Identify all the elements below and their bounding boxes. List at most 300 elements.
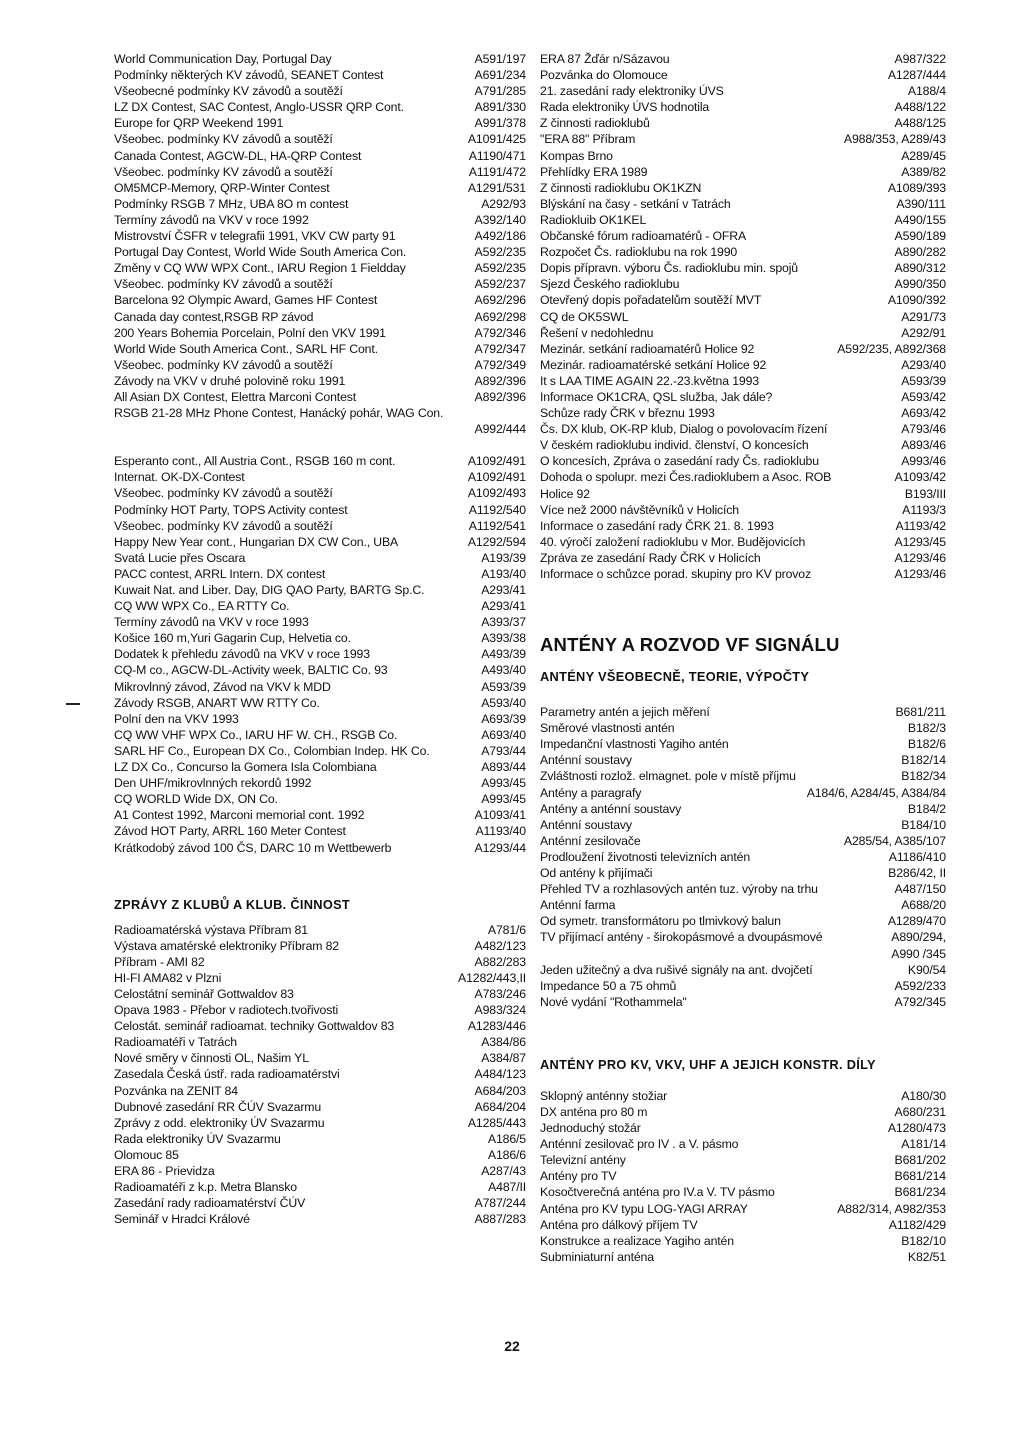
index-entry — [114, 1018, 526, 1034]
index-entry — [540, 1217, 946, 1233]
entry-reference: A492/186 — [474, 229, 526, 244]
entry-reference: A792/347 — [474, 341, 526, 356]
index-entry — [114, 598, 526, 614]
entry-reference: B182/6 — [907, 737, 946, 752]
index-entry — [540, 1233, 946, 1249]
page-number: 22 — [504, 1338, 520, 1354]
index-entry — [114, 453, 526, 469]
entry-reference: A1190/471 — [468, 148, 526, 163]
index-entry — [114, 518, 526, 534]
entry-title: Nové směry v činnosti OL, Našim YL — [114, 1051, 309, 1066]
index-entry — [540, 325, 946, 341]
entry-reference: A890/294, — [891, 930, 946, 945]
entry-title: Canada day contest,RSGB RP závod — [114, 309, 314, 324]
entry-title: Anténa pro dálkový příjem TV — [540, 1217, 698, 1232]
entry-reference: A1193/40 — [475, 824, 526, 839]
entry-reference: B286/42, II — [888, 866, 946, 881]
entry-reference: A692/296 — [474, 293, 526, 308]
entry-title: Anténa pro KV typu LOG-YAGI ARRAY — [540, 1201, 748, 1216]
entry-reference: B681/211 — [895, 705, 946, 720]
entry-reference: A487/150 — [894, 882, 946, 897]
entry-reference: A592/237 — [474, 277, 526, 292]
entry-reference: A593/40 — [481, 695, 526, 710]
entry-reference: A1293/46 — [894, 550, 946, 565]
entry-title: Celostát. seminář radioamat. techniky Gottwaldov 83 — [114, 1019, 395, 1034]
entry-reference: K82/51 — [907, 1249, 946, 1264]
entry-title: All Asian DX Contest, Elettra Marconi Contest — [114, 389, 357, 404]
entry-title: Mikrovlnný závod, Závod na VKV k MDD — [114, 679, 331, 694]
entry-reference: B681/202 — [894, 1153, 946, 1168]
entry-title: Barcelona 92 Olympic Award, Games HF Contest — [114, 293, 378, 308]
entry-title: Sklopný anténny stožiar — [540, 1088, 668, 1103]
entry-reference: A291/73 — [901, 309, 946, 324]
entry-reference: B182/3 — [907, 721, 946, 736]
index-entry — [540, 260, 946, 276]
entry-title: Všeobec. podmínky KV závodů a soutěží — [114, 132, 333, 147]
entry-reference: A1090/392 — [887, 293, 946, 308]
index-entry — [540, 115, 946, 131]
index-entry — [540, 1136, 946, 1152]
entry-title: Všeobec. podmínky KV závodů a soutěží — [114, 357, 333, 372]
entry-reference: A891/330 — [474, 100, 526, 115]
entry-title: Jednoduchý stožár — [540, 1121, 641, 1136]
entry-reference: A1191/472 — [468, 164, 526, 179]
entry-reference: A983/324 — [474, 1003, 526, 1018]
index-entry — [114, 727, 526, 743]
index-entry — [114, 148, 526, 164]
entry-reference: A487/II — [488, 1180, 526, 1195]
index-entry — [114, 115, 526, 131]
index-entry — [114, 67, 526, 83]
entry-reference: A490/155 — [894, 212, 946, 227]
entry-reference: A793/44 — [481, 743, 526, 758]
index-entry — [114, 954, 526, 970]
entry-reference: A488/122 — [894, 100, 946, 115]
antenna-theory-list — [540, 704, 946, 1010]
index-entry — [114, 180, 526, 196]
entry-title: Mistrovství ČSFR v telegrafii 1991, VKV CW party 91 — [114, 229, 396, 244]
entry-reference: A1091/425 — [467, 132, 526, 147]
entry-reference: B182/10 — [901, 1233, 946, 1248]
index-entry — [540, 389, 946, 405]
index-entry — [540, 276, 946, 292]
entry-title: Radiokluib OK1KEL — [540, 212, 647, 227]
entry-title: Krátkodobý závod 100 ČS, DARC 10 m Wettbewerb — [114, 840, 392, 855]
entry-title: Všeobecné podmínky KV závodů a soutěží — [114, 84, 343, 99]
index-entry — [540, 913, 946, 929]
entry-title: Den UHF/mikrovlnných rekordů 1992 — [114, 776, 312, 791]
entry-reference: B681/214 — [894, 1169, 946, 1184]
entry-reference: A1186/410 — [888, 849, 946, 864]
entry-title: Od antény k přijímači — [540, 866, 653, 881]
entry-reference: A1093/42 — [894, 470, 946, 485]
entry-title: Kompas Brno — [540, 148, 613, 163]
entry-reference: A389/82 — [901, 164, 946, 179]
index-entry — [540, 720, 946, 736]
index-entry — [540, 67, 946, 83]
index-entry — [540, 51, 946, 67]
index-entry — [114, 743, 526, 759]
index-entry — [540, 486, 946, 502]
index-entry — [114, 970, 526, 986]
entry-reference: A293/41 — [481, 583, 526, 597]
entry-reference: A1280/473 — [887, 1121, 946, 1136]
entry-reference: A590/189 — [894, 229, 946, 244]
entry-reference: A882/283 — [474, 954, 526, 969]
index-entry — [540, 1168, 946, 1184]
index-entry — [540, 421, 946, 437]
entry-title: V českém radioklubu individ. členství, O koncesích — [540, 438, 809, 453]
entry-reference: A1283/446 — [467, 1019, 526, 1034]
entry-reference: A181/14 — [901, 1137, 946, 1152]
entry-reference: A792/349 — [474, 357, 526, 372]
entry-reference: A990/350 — [894, 277, 946, 292]
entry-title: Dodatek k přehledu závodů na VKV v roce 1993 — [114, 647, 370, 662]
index-entry — [114, 502, 526, 518]
entry-reference: A890/282 — [894, 245, 946, 260]
entry-title: Anténní soustavy — [540, 753, 632, 768]
entry-title: Anténní farma — [540, 898, 616, 913]
entry-title: Informace o schůzce porad. skupiny pro KV provoz — [540, 567, 811, 581]
index-entry — [540, 1249, 946, 1265]
entry-title: Subminiaturní anténa — [540, 1249, 654, 1264]
entry-reference: A1193/42 — [895, 518, 946, 533]
entry-reference: A384/86 — [481, 1035, 526, 1050]
index-entry — [540, 405, 946, 421]
entry-title: Anténní soustavy — [540, 817, 632, 832]
entry-title: Otevřený dopis pořadatelům soutěží MVT — [540, 293, 762, 308]
index-entry — [114, 51, 526, 67]
entry-title: Konstrukce a realizace Yagiho antén — [540, 1233, 734, 1248]
entry-title: CQ WW VHF WPX Co., IARU HF W. CH., RSGB Co. — [114, 727, 398, 742]
entry-title: Olomouc 85 — [114, 1147, 179, 1162]
entry-reference: A593/39 — [481, 679, 526, 694]
entry-title: Kuwait Nat. and Liber. Day, DIG QAO Party, BARTG Sp.C. — [114, 583, 425, 597]
entry-reference: A887/283 — [474, 1212, 526, 1227]
entry-title: DX anténa pro 80 m — [540, 1104, 648, 1119]
entry-title: Podmínky HOT Party, TOPS Activity contest — [114, 502, 348, 517]
entry-reference: A287/43 — [481, 1164, 526, 1178]
index-entry — [114, 373, 526, 389]
entry-title: Impedance 50 a 75 ohmů — [540, 978, 677, 993]
entry-title: Občanské fórum radioamatérů - OFRA — [540, 229, 747, 244]
entry-title: LZ DX Contest, SAC Contest, Anglo-USSR QRP Cont. — [114, 100, 404, 115]
entry-title: 40. výročí založení radioklubu v Mor. Budějovicích — [540, 534, 806, 549]
index-entry — [540, 453, 946, 469]
entry-reference: A488/125 — [894, 116, 946, 131]
entry-reference: A688/20 — [901, 898, 946, 913]
entry-title: Polní den na VKV 1993 — [114, 711, 239, 726]
entry-reference: A293/41 — [481, 599, 526, 614]
index-entry — [114, 164, 526, 180]
entry-reference: A482/123 — [474, 938, 526, 953]
index-entry — [114, 775, 526, 791]
index-entry — [540, 164, 946, 180]
index-entry — [540, 196, 946, 212]
index-entry — [114, 1131, 526, 1147]
index-entry — [114, 196, 526, 212]
entry-title: Závody na VKV v druhé polovině roku 1991 — [114, 373, 346, 388]
section-heading-antenna-theory: ANTÉNY VŠEOBECNĚ, TEORIE, VÝPOČTY — [540, 669, 810, 685]
entry-reference: A493/39 — [481, 647, 526, 662]
index-entry — [114, 1002, 526, 1018]
entry-title: Seminář v Hradci Králové — [114, 1212, 250, 1227]
index-entry — [114, 1034, 526, 1050]
entry-reference: A692/298 — [474, 309, 526, 324]
entry-reference: A292/91 — [901, 325, 946, 340]
index-entry — [540, 1152, 946, 1168]
entry-title: Zvláštnosti rozlož. elmagnet. pole v místě příjmu — [540, 769, 796, 784]
entry-title: Mezinár. setkání radioamatérů Holice 92 — [540, 341, 755, 356]
left-column — [114, 51, 526, 1227]
index-entry — [114, 582, 526, 598]
entry-reference: A993/45 — [481, 792, 526, 807]
entry-reference: A988/353, A289/43 — [843, 132, 946, 147]
entry-reference: B182/14 — [901, 753, 946, 768]
entry-reference: A1292/594 — [467, 534, 526, 549]
index-entry — [114, 212, 526, 228]
entry-title: 200 Years Bohemia Porcelain, Polní den VKV 1991 — [114, 325, 386, 340]
entry-reference: A293/40 — [901, 357, 946, 372]
index-entry — [114, 1195, 526, 1211]
entry-reference: A684/204 — [474, 1099, 526, 1114]
entry-title: Opava 1983 - Přebor v radiotech.tvořivosti — [114, 1003, 339, 1018]
entry-title: Dopis přípravn. výboru Čs. radioklubu min. spojů — [540, 261, 798, 276]
index-entry — [114, 534, 526, 550]
index-entry — [540, 292, 946, 308]
entry-title: Antény a paragrafy — [540, 785, 642, 800]
entry-title: TV přijímací antény - širokopásmové a dvoupásmové — [540, 930, 823, 945]
entry-reference: A992/444 — [474, 422, 526, 437]
index-entry — [540, 897, 946, 913]
index-entry — [540, 357, 946, 373]
index-entry — [114, 566, 526, 582]
index-entry — [114, 325, 526, 341]
entry-title: It s LAA TIME AGAIN 22.-23.května 1993 — [540, 373, 759, 388]
index-entry — [114, 485, 526, 501]
index-entry — [540, 978, 946, 994]
entry-title: Schůze rady ČRK v březnu 1993 — [540, 406, 715, 421]
entry-reference: A392/140 — [474, 212, 526, 227]
entry-title: Televizní antény — [540, 1153, 626, 1168]
entry-title: Závod HOT Party, ARRL 160 Meter Contest — [114, 824, 346, 839]
index-entry — [540, 373, 946, 389]
index-entry — [114, 938, 526, 954]
club-news-list-continued — [540, 51, 946, 582]
entry-title: Blýskání na časy - setkání v Tatrách — [540, 196, 731, 211]
chapter-heading-antennas: ANTÉNY A ROZVOD VF SIGNÁLU — [540, 634, 840, 656]
index-entry — [540, 1201, 946, 1217]
entry-reference: A593/39 — [901, 373, 946, 388]
entry-title: ERA 86 - Prievidza — [114, 1164, 215, 1178]
section-heading-club-news: ZPRÁVY Z KLUBŮ A KLUB. ČINNOST — [114, 896, 351, 912]
entry-title: Dubnové zasedání RR ČÚV Svazarmu — [114, 1099, 322, 1114]
entry-reference: A384/87 — [481, 1051, 526, 1066]
entry-title: Z činnosti radioklubu OK1KZN — [540, 180, 702, 195]
entry-reference: B193/III — [904, 486, 946, 501]
entry-reference: A792/346 — [474, 325, 526, 340]
entry-title: Výstava amatérské elektroniky Příbram 82 — [114, 938, 339, 953]
index-entry — [114, 679, 526, 695]
index-entry — [114, 1163, 526, 1179]
index-entry — [540, 502, 946, 518]
index-entry — [540, 736, 946, 752]
entry-title: Informace o zasedání rady ČRK 21. 8. 1993 — [540, 518, 774, 533]
index-entry — [114, 1115, 526, 1131]
index-entry — [114, 807, 526, 823]
entry-reference: A693/40 — [481, 727, 526, 742]
entry-title: CQ WORLD Wide DX, ON Co. — [114, 792, 278, 807]
entry-reference: A393/38 — [481, 631, 526, 646]
entry-title: Pozvánka do Olomouce — [540, 68, 668, 83]
index-entry — [540, 994, 946, 1010]
entry-title: Řešení v nedohlednu — [540, 325, 654, 340]
index-entry — [540, 83, 946, 99]
entry-title: Radioamatéři v Tatrách — [114, 1035, 237, 1050]
entry-title: Všeobec. podmínky KV závodů a soutěží — [114, 164, 333, 179]
entry-reference: A892/396 — [474, 389, 526, 404]
contest-list-part-1 — [114, 51, 526, 437]
entry-title: Rozpočet Čs. radioklubu na rok 1990 — [540, 245, 738, 260]
entry-reference: A1089/393 — [887, 180, 946, 195]
index-entry — [114, 260, 526, 276]
index-entry — [540, 849, 946, 865]
index-entry — [540, 801, 946, 817]
entry-reference: A781/6 — [487, 922, 526, 937]
entry-reference: B184/10 — [901, 817, 946, 832]
entry-reference: A1092/491 — [467, 470, 526, 485]
index-entry — [114, 469, 526, 485]
entry-title: Radioamatérská výstava Příbram 81 — [114, 922, 308, 937]
index-entry — [114, 840, 526, 856]
entry-title: Všeobec. podmínky KV závodů a soutěží — [114, 486, 333, 501]
entry-title: Esperanto cont., All Austria Cont., RSGB 160 m cont. — [114, 454, 396, 469]
index-entry — [114, 662, 526, 678]
entry-title: Závody RSGB, ANART WW RTTY Co. — [114, 695, 320, 710]
entry-title: Portugal Day Contest, World Wide South America Con. — [114, 245, 407, 260]
entry-reference: A693/42 — [901, 406, 946, 421]
entry-title: World Communication Day, Portugal Day — [114, 52, 332, 66]
index-entry — [540, 929, 946, 945]
club-news-list — [114, 922, 526, 1228]
entry-reference: A993/45 — [481, 776, 526, 791]
index-entry — [114, 1083, 526, 1099]
entry-reference: A186/5 — [487, 1131, 526, 1146]
entry-title: Parametry antén a jejich měření — [540, 705, 710, 720]
entry-reference: A792/345 — [894, 994, 946, 1009]
entry-reference: A882/314, A982/353 — [837, 1201, 946, 1216]
entry-title: A1 Contest 1992, Marconi memorial cont. 1992 — [114, 808, 365, 823]
index-entry — [114, 1050, 526, 1066]
entry-title: RSGB 21-28 MHz Phone Contest, Hanácký pohár, WAG Con. — [114, 406, 444, 421]
index-entry — [114, 1179, 526, 1195]
entry-title: Přehled TV a rozhlasových antén tuz. výroby na trhu — [540, 882, 818, 897]
antenna-constructions-list — [540, 1088, 946, 1265]
entry-title: Internat. OK-DX-Contest — [114, 470, 245, 485]
index-entry — [114, 309, 526, 325]
entry-title: Jeden užitečný a dva rušivé signály na ant. dvojčetí — [540, 962, 813, 977]
index-entry — [114, 341, 526, 357]
entry-reference: A892/396 — [474, 373, 526, 388]
entry-title: Zprávy z odd. elektroniky ÚV Svazarmu — [114, 1115, 325, 1130]
entry-reference: B184/2 — [907, 801, 946, 816]
index-entry — [540, 946, 946, 962]
entry-title: Všeobec. podmínky KV závodů a soutěží — [114, 277, 333, 292]
index-entry — [540, 768, 946, 784]
entry-reference: A987/322 — [894, 52, 946, 66]
index-entry — [114, 389, 526, 405]
entry-title: Přehlídky ERA 1989 — [540, 164, 648, 179]
index-entry — [540, 244, 946, 260]
index-entry — [114, 1066, 526, 1082]
entry-reference: A1193/3 — [902, 502, 946, 517]
entry-title: Impedanční vlastnosti Yagiho antén — [540, 737, 729, 752]
entry-reference: A289/45 — [901, 148, 946, 163]
right-column — [540, 51, 946, 1265]
entry-reference: A893/46 — [901, 438, 946, 453]
index-entry — [114, 292, 526, 308]
index-entry — [114, 1147, 526, 1163]
entry-reference: K90/54 — [907, 962, 946, 977]
entry-reference: A680/231 — [894, 1104, 946, 1119]
index-entry — [114, 614, 526, 630]
entry-reference: A993/46 — [901, 454, 946, 469]
entry-reference: B681/234 — [894, 1185, 946, 1200]
index-entry — [540, 341, 946, 357]
index-entry — [540, 1104, 946, 1120]
index-entry — [114, 986, 526, 1002]
index-entry — [114, 823, 526, 839]
entry-title: Termíny závodů na VKV v roce 1992 — [114, 212, 309, 227]
index-entry — [114, 1099, 526, 1115]
entry-title: Europe for QRP Weekend 1991 — [114, 116, 284, 131]
entry-reference: A484/123 — [474, 1067, 526, 1082]
entry-title: Informace OK1CRA, QSL služba, Jak dále? — [540, 389, 773, 404]
index-entry — [114, 357, 526, 373]
index-entry — [540, 212, 946, 228]
entry-reference: A591/197 — [474, 52, 526, 66]
index-entry — [114, 630, 526, 646]
index-entry — [540, 437, 946, 453]
entry-title: Dohoda o spolupr. mezi Čes.radioklubem a Asoc. ROB — [540, 470, 832, 485]
entry-reference: A292/93 — [481, 196, 526, 211]
entry-title: Antény a anténní soustavy — [540, 801, 682, 816]
entry-title: Sjezd Českého radioklubu — [540, 277, 680, 292]
index-entry — [114, 276, 526, 292]
index-entry — [114, 646, 526, 662]
entry-reference: A390/111 — [896, 196, 946, 211]
entry-reference: A893/44 — [481, 760, 526, 775]
entry-title: Více než 2000 návštěvníků v Holicích — [540, 502, 739, 517]
entry-title: OM5MCP-Memory, QRP-Winter Contest — [114, 180, 330, 195]
index-entry — [540, 131, 946, 147]
entry-reference: A1287/444 — [887, 68, 946, 83]
entry-reference: A793/46 — [901, 422, 946, 437]
entry-reference: A193/40 — [481, 566, 526, 581]
entry-reference: A186/6 — [487, 1147, 526, 1162]
entry-title: Čs. DX klub, OK-RP klub, Dialog o povolovacím řízení — [540, 422, 828, 437]
entry-title: Zasedala Česká ústř. rada radioamatérstvi — [114, 1067, 340, 1082]
entry-title: Podmínky některých KV závodů, SEANET Contest — [114, 68, 384, 83]
section-heading-antenna-constructions: ANTÉNY PRO KV, VKV, UHF A JEJICH KONSTR. DÍLY — [540, 1056, 876, 1072]
entry-reference: A1282/443,II — [458, 970, 526, 985]
entry-reference: A1289/470 — [887, 914, 946, 929]
entry-reference: A787/244 — [474, 1196, 526, 1211]
entry-reference: A393/37 — [481, 615, 526, 630]
entry-reference: A1192/541 — [468, 518, 526, 533]
entry-title: Anténní zesilovače — [540, 833, 641, 848]
entry-title: Happy New Year cont., Hungarian DX CW Con., UBA — [114, 534, 399, 549]
